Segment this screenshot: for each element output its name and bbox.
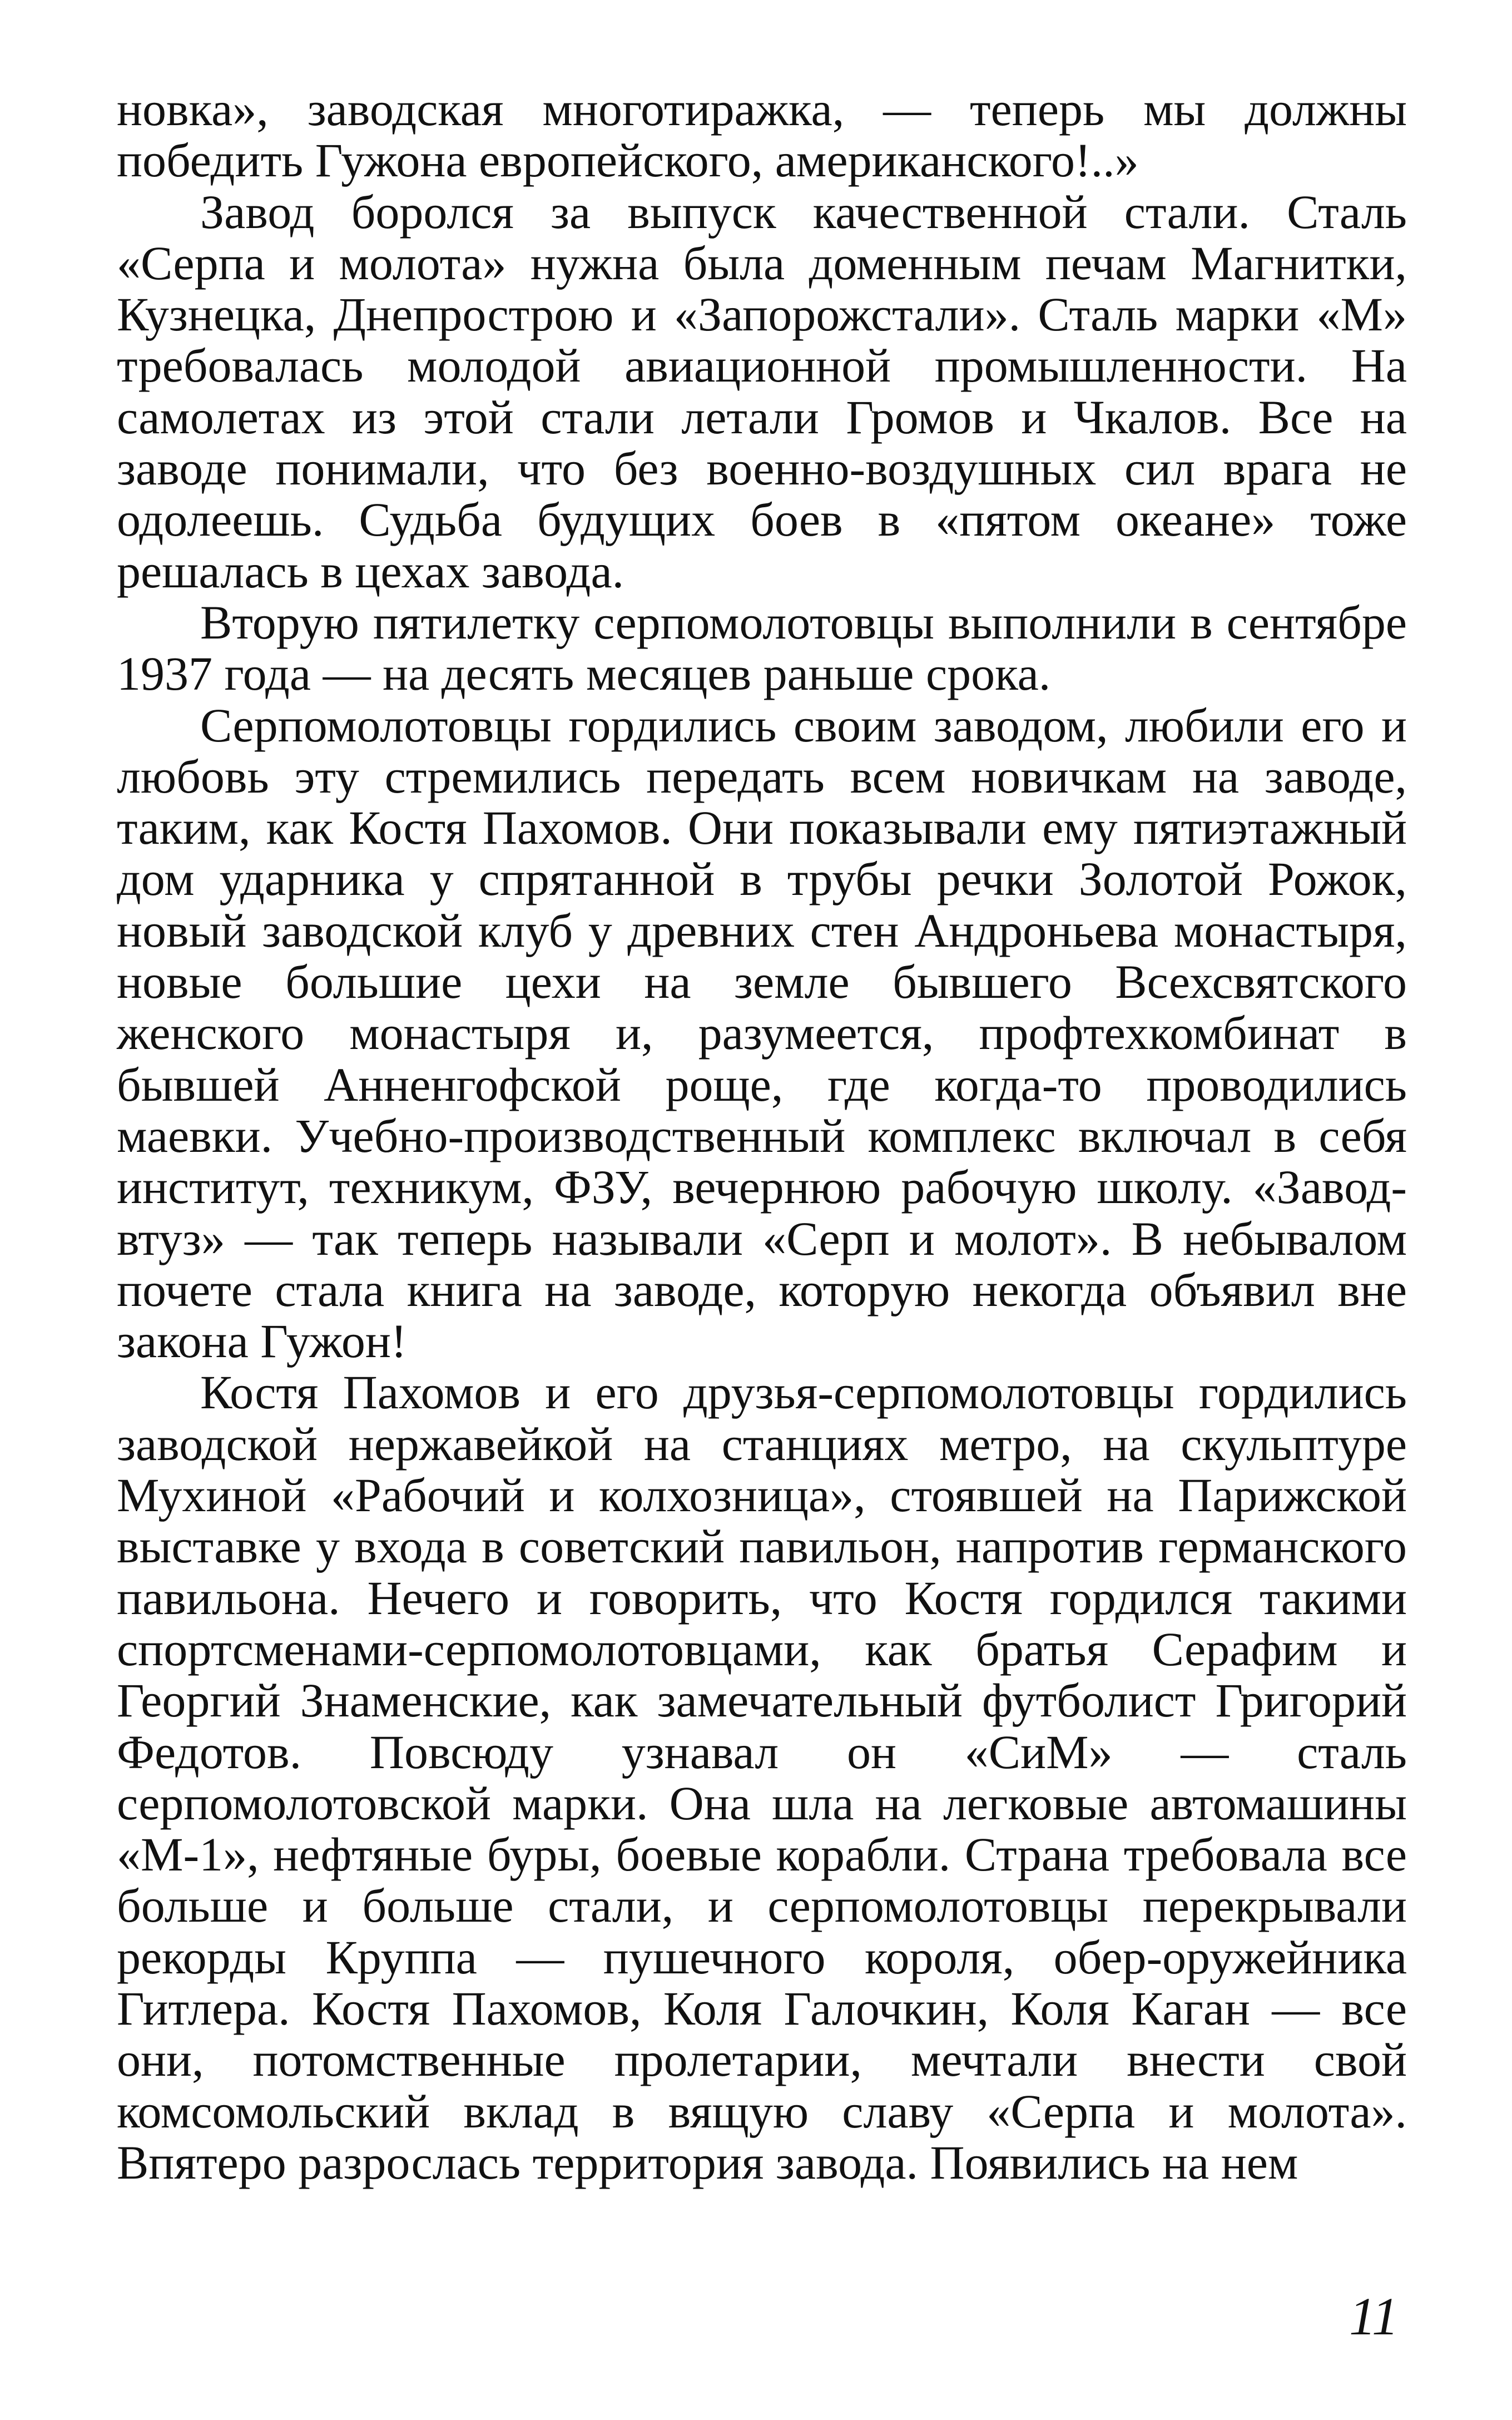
paragraph-1: новка», заводская многотиражка, — теперь мы должны победить Гужона европейского, американского!..» — [117, 82, 1407, 187]
paragraph-2: Завод боролся за выпуск качественной стали. Сталь «Серпа и молота» нужна была доменным печам Магнитки, Кузнецка, Днепрострою и «Запорожстали». Сталь марки «М» требовалась молодой авиационной промышленности. На самолетах из этой стали летали Громов и Чкалов. Все на заводе понимали, что без военно-воздушных сил врага не одолеешь. Судьба будущих боев в «пятом океане» тоже решалась в цехах завода. — [117, 185, 1407, 598]
paragraph-4: Серпомолотовцы гордились своим заводом, любили его и любовь эту стремились передать всем новичкам на заводе, таким, как Костя Пахомов. Они показывали ему пятиэтажный дом ударника у спрятанной в трубы речки Золотой Рожок, новый заводской клуб у древних стен Андроньева монастыря, новые большие цехи на земле бывшего Всехсвятского женского монастыря и, разумеется, профтехкомбинат в бывшей Анненгофской роще, где когда-то проводились маевки. Учебно-производственный комплекс включал в себя институт, техникум, ФЗУ, вечернюю рабочую школу. «Завод-втуз» — так теперь называли «Серп и молот». В небывалом почете стала книга на заводе, которую некогда объявил вне закона Гужон! — [117, 698, 1407, 1368]
page-number: 11 — [1349, 2287, 1399, 2346]
body-text — [117, 83, 1407, 2188]
paragraph-5: Костя Пахомов и его друзья-серпомолотовцы гордились заводской нержавейкой на станциях метро, на скульптуре Мухиной «Рабочий и колхозница», стоявшей на Парижской выставке у входа в советский павильон, напротив германского павильона. Нечего и говорить, что Костя гордился такими спортсменами-серпомолотовцами, как братья Серафим и Георгий Знаменские, как замечательный футболист Григорий Федотов. Повсюду узнавал он «СиМ» — сталь серпомолотовской марки. Она шла на легковые автомашины «М-1», нефтяные буры, боевые корабли. Страна требовала все больше и больше стали, и серпомолотовцы перекрывали рекорды Круппа — пушечного короля, обер-оружейника Гитлера. Костя Пахомов, Коля Галочкин, Коля Каган — все они, потомственные пролетарии, мечтали внести свой комсомольский вклад в вящую славу «Серпа и молота». Впятеро разрослась территория завода. Появились на нем — [117, 1365, 1407, 2189]
paragraph-3: Вторую пятилетку серпомолотовцы выполнили в сентябре 1937 года — на десять месяцев раньше срока. — [117, 595, 1407, 701]
